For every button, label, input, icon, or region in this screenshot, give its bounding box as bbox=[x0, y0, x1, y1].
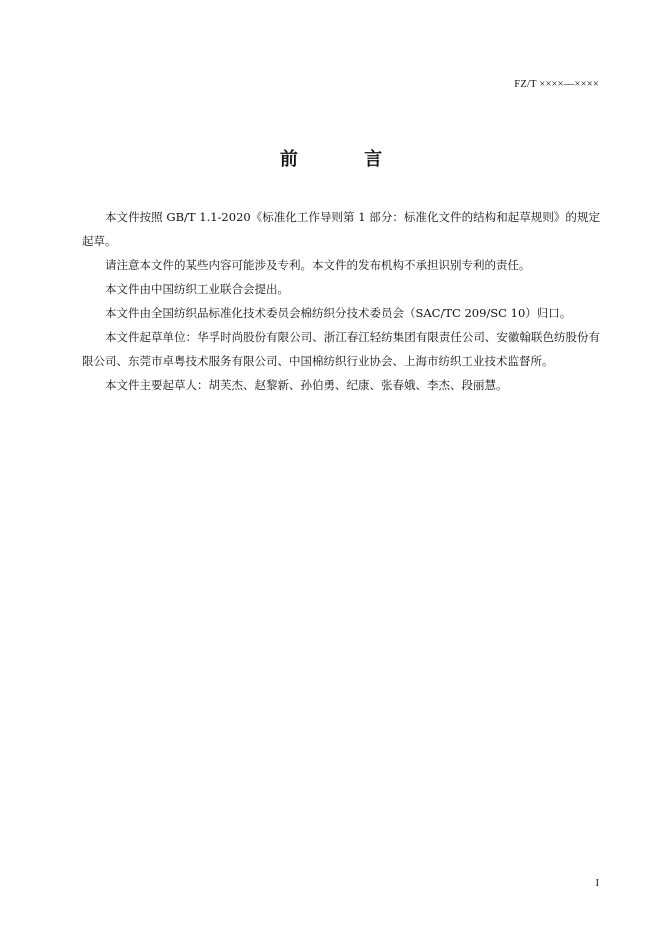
foreword-body bbox=[82, 205, 600, 397]
document-code: FZ/T ××××—×××× bbox=[514, 79, 599, 90]
page-title: 前 言 bbox=[279, 149, 413, 170]
paragraph-responsible-committee: 本文件由全国纺织品标准化技术委员会棉纺织分技术委员会（SAC/TC 209/SC 10）归口。 bbox=[105, 306, 572, 320]
paragraph-drafting-organizations: 本文件起草单位：华孚时尚股份有限公司、浙江春江轻纺集团有限责任公司、安徽翰联色纺股份有限公司、东莞市卓粤技术服务有限公司、中国棉纺织行业协会、上海市纺织工业技术监督所。 bbox=[82, 330, 600, 368]
paragraph-drafters: 本文件主要起草人：胡芙杰、赵黎新、孙伯勇、纪康、张春娥、李杰、段丽慧。 bbox=[105, 378, 508, 392]
paragraph-drafting-rules: 本文件按照 GB/T 1.1-2020《标准化工作导则第 1 部分：标准化文件的结构和起草规则》的规定起草。 bbox=[82, 210, 600, 248]
paragraph-patent-notice: 请注意本文件的某些内容可能涉及专利。本文件的发布机构不承担识别专利的责任。 bbox=[105, 258, 531, 272]
paragraph-proposer: 本文件由中国纺织工业联合会提出。 bbox=[105, 282, 289, 296]
page-number: I bbox=[595, 878, 599, 889]
